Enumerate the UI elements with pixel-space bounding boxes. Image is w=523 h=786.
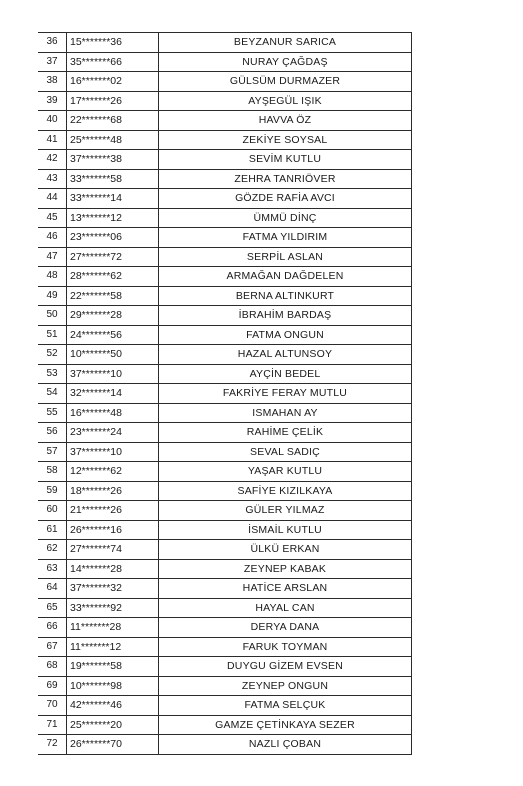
row-number: 52: [38, 345, 67, 365]
row-number: 57: [38, 442, 67, 462]
table-row: [38, 462, 412, 482]
full-name: YAŞAR KUTLU: [159, 462, 412, 482]
id-number: 19*******58: [67, 657, 159, 677]
full-name: BERNA ALTINKURT: [159, 286, 412, 306]
table-row: [38, 481, 412, 501]
row-number: 40: [38, 111, 67, 131]
row-number: 71: [38, 715, 67, 735]
row-number: 63: [38, 559, 67, 579]
table-row: [38, 657, 412, 677]
table-row: [38, 169, 412, 189]
full-name: SEVAL SADIÇ: [159, 442, 412, 462]
row-number: 62: [38, 540, 67, 560]
id-number: 37*******32: [67, 579, 159, 599]
full-name: DERYA DANA: [159, 618, 412, 638]
row-number: 39: [38, 91, 67, 111]
row-number: 69: [38, 676, 67, 696]
id-number: 29*******28: [67, 306, 159, 326]
row-number: 58: [38, 462, 67, 482]
id-number: 11*******28: [67, 618, 159, 638]
id-number: 33*******14: [67, 189, 159, 209]
row-number: 51: [38, 325, 67, 345]
table-row: [38, 384, 412, 404]
row-number: 41: [38, 130, 67, 150]
full-name: AYŞEGÜL IŞIK: [159, 91, 412, 111]
table-row: [38, 150, 412, 170]
row-number: 36: [38, 33, 67, 53]
row-number: 45: [38, 208, 67, 228]
id-number: 18*******26: [67, 481, 159, 501]
row-number: 61: [38, 520, 67, 540]
id-number: 27*******72: [67, 247, 159, 267]
full-name: SERPİL ASLAN: [159, 247, 412, 267]
full-name: ZEYNEP KABAK: [159, 559, 412, 579]
full-name: BEYZANUR SARICA: [159, 33, 412, 53]
id-number: 21*******26: [67, 501, 159, 521]
row-number: 66: [38, 618, 67, 638]
row-number: 44: [38, 189, 67, 209]
full-name: AYÇİN BEDEL: [159, 364, 412, 384]
id-number: 14*******28: [67, 559, 159, 579]
full-name: GÜLER YILMAZ: [159, 501, 412, 521]
row-number: 47: [38, 247, 67, 267]
table-row: [38, 111, 412, 131]
full-name: SEVİM KUTLU: [159, 150, 412, 170]
table-row: [38, 130, 412, 150]
id-number: 17*******26: [67, 91, 159, 111]
id-number: 10*******50: [67, 345, 159, 365]
table-row: [38, 247, 412, 267]
row-number: 38: [38, 72, 67, 92]
row-number: 43: [38, 169, 67, 189]
row-number: 56: [38, 423, 67, 443]
id-number: 32*******14: [67, 384, 159, 404]
row-number: 65: [38, 598, 67, 618]
row-number: 54: [38, 384, 67, 404]
table-row: [38, 637, 412, 657]
full-name: NAZLI ÇOBAN: [159, 735, 412, 755]
full-name: RAHİME ÇELİK: [159, 423, 412, 443]
id-number: 24*******56: [67, 325, 159, 345]
row-number: 42: [38, 150, 67, 170]
table-row: [38, 208, 412, 228]
table-row: [38, 286, 412, 306]
row-number: 72: [38, 735, 67, 755]
row-number: 60: [38, 501, 67, 521]
full-name: ÜLKÜ ERKAN: [159, 540, 412, 560]
id-number: 27*******74: [67, 540, 159, 560]
row-number: 53: [38, 364, 67, 384]
table-row: [38, 559, 412, 579]
row-number: 67: [38, 637, 67, 657]
id-number: 23*******24: [67, 423, 159, 443]
row-number: 48: [38, 267, 67, 287]
id-number: 13*******12: [67, 208, 159, 228]
full-name: ZEKİYE SOYSAL: [159, 130, 412, 150]
full-name: ZEHRA TANRIÖVER: [159, 169, 412, 189]
full-name: FAKRİYE FERAY MUTLU: [159, 384, 412, 404]
full-name: ZEYNEP ONGUN: [159, 676, 412, 696]
full-name: FARUK TOYMAN: [159, 637, 412, 657]
full-name: ISMAHAN AY: [159, 403, 412, 423]
full-name: ÜMMÜ DİNÇ: [159, 208, 412, 228]
table-row: [38, 735, 412, 755]
id-number: 37*******38: [67, 150, 159, 170]
full-name: HATİCE ARSLAN: [159, 579, 412, 599]
table-row: [38, 423, 412, 443]
id-number: 33*******58: [67, 169, 159, 189]
id-number: 22*******58: [67, 286, 159, 306]
table-row: [38, 306, 412, 326]
table-row: [38, 676, 412, 696]
table-row: [38, 501, 412, 521]
id-number: 25*******20: [67, 715, 159, 735]
table-row: [38, 345, 412, 365]
id-number: 26*******70: [67, 735, 159, 755]
id-number: 10*******98: [67, 676, 159, 696]
row-number: 50: [38, 306, 67, 326]
row-number: 46: [38, 228, 67, 248]
table-row: [38, 442, 412, 462]
row-number: 37: [38, 52, 67, 72]
full-name: FATMA ONGUN: [159, 325, 412, 345]
full-name: GÜLSÜM DURMAZER: [159, 72, 412, 92]
full-name: GÖZDE RAFİA AVCI: [159, 189, 412, 209]
row-number: 49: [38, 286, 67, 306]
full-name: SAFİYE KIZILKAYA: [159, 481, 412, 501]
id-number: 26*******16: [67, 520, 159, 540]
full-name: İBRAHİM BARDAŞ: [159, 306, 412, 326]
table-row: [38, 598, 412, 618]
table-row: [38, 715, 412, 735]
full-name: HAYAL CAN: [159, 598, 412, 618]
table-row: [38, 540, 412, 560]
row-number: 68: [38, 657, 67, 677]
id-number: 28*******62: [67, 267, 159, 287]
id-number: 16*******48: [67, 403, 159, 423]
row-number: 64: [38, 579, 67, 599]
row-number: 55: [38, 403, 67, 423]
table-body: [38, 33, 412, 755]
table-row: [38, 33, 412, 53]
table-row: [38, 364, 412, 384]
row-number: 70: [38, 696, 67, 716]
id-number: 11*******12: [67, 637, 159, 657]
full-name: HAZAL ALTUNSOY: [159, 345, 412, 365]
id-number: 23*******06: [67, 228, 159, 248]
id-number: 25*******48: [67, 130, 159, 150]
table-row: [38, 325, 412, 345]
table-row: [38, 579, 412, 599]
table-row: [38, 267, 412, 287]
full-name: DUYGU GİZEM EVSEN: [159, 657, 412, 677]
full-name: HAVVA ÖZ: [159, 111, 412, 131]
full-name: NURAY ÇAĞDAŞ: [159, 52, 412, 72]
table-row: [38, 618, 412, 638]
full-name: GAMZE ÇETİNKAYA SEZER: [159, 715, 412, 735]
full-name: FATMA YILDIRIM: [159, 228, 412, 248]
row-number: 59: [38, 481, 67, 501]
id-number: 37*******10: [67, 442, 159, 462]
id-number: 37*******10: [67, 364, 159, 384]
id-number: 22*******68: [67, 111, 159, 131]
table-row: [38, 520, 412, 540]
table-row: [38, 403, 412, 423]
table-row: [38, 91, 412, 111]
id-number: 35*******66: [67, 52, 159, 72]
participant-table: [38, 32, 412, 755]
full-name: ARMAĞAN DAĞDELEN: [159, 267, 412, 287]
table-row: [38, 228, 412, 248]
id-number: 12*******62: [67, 462, 159, 482]
table-row: [38, 72, 412, 92]
table-row: [38, 696, 412, 716]
id-number: 33*******92: [67, 598, 159, 618]
full-name: FATMA SELÇUK: [159, 696, 412, 716]
id-number: 15*******36: [67, 33, 159, 53]
full-name: İSMAİL KUTLU: [159, 520, 412, 540]
id-number: 16*******02: [67, 72, 159, 92]
id-number: 42*******46: [67, 696, 159, 716]
table-row: [38, 189, 412, 209]
table-row: [38, 52, 412, 72]
